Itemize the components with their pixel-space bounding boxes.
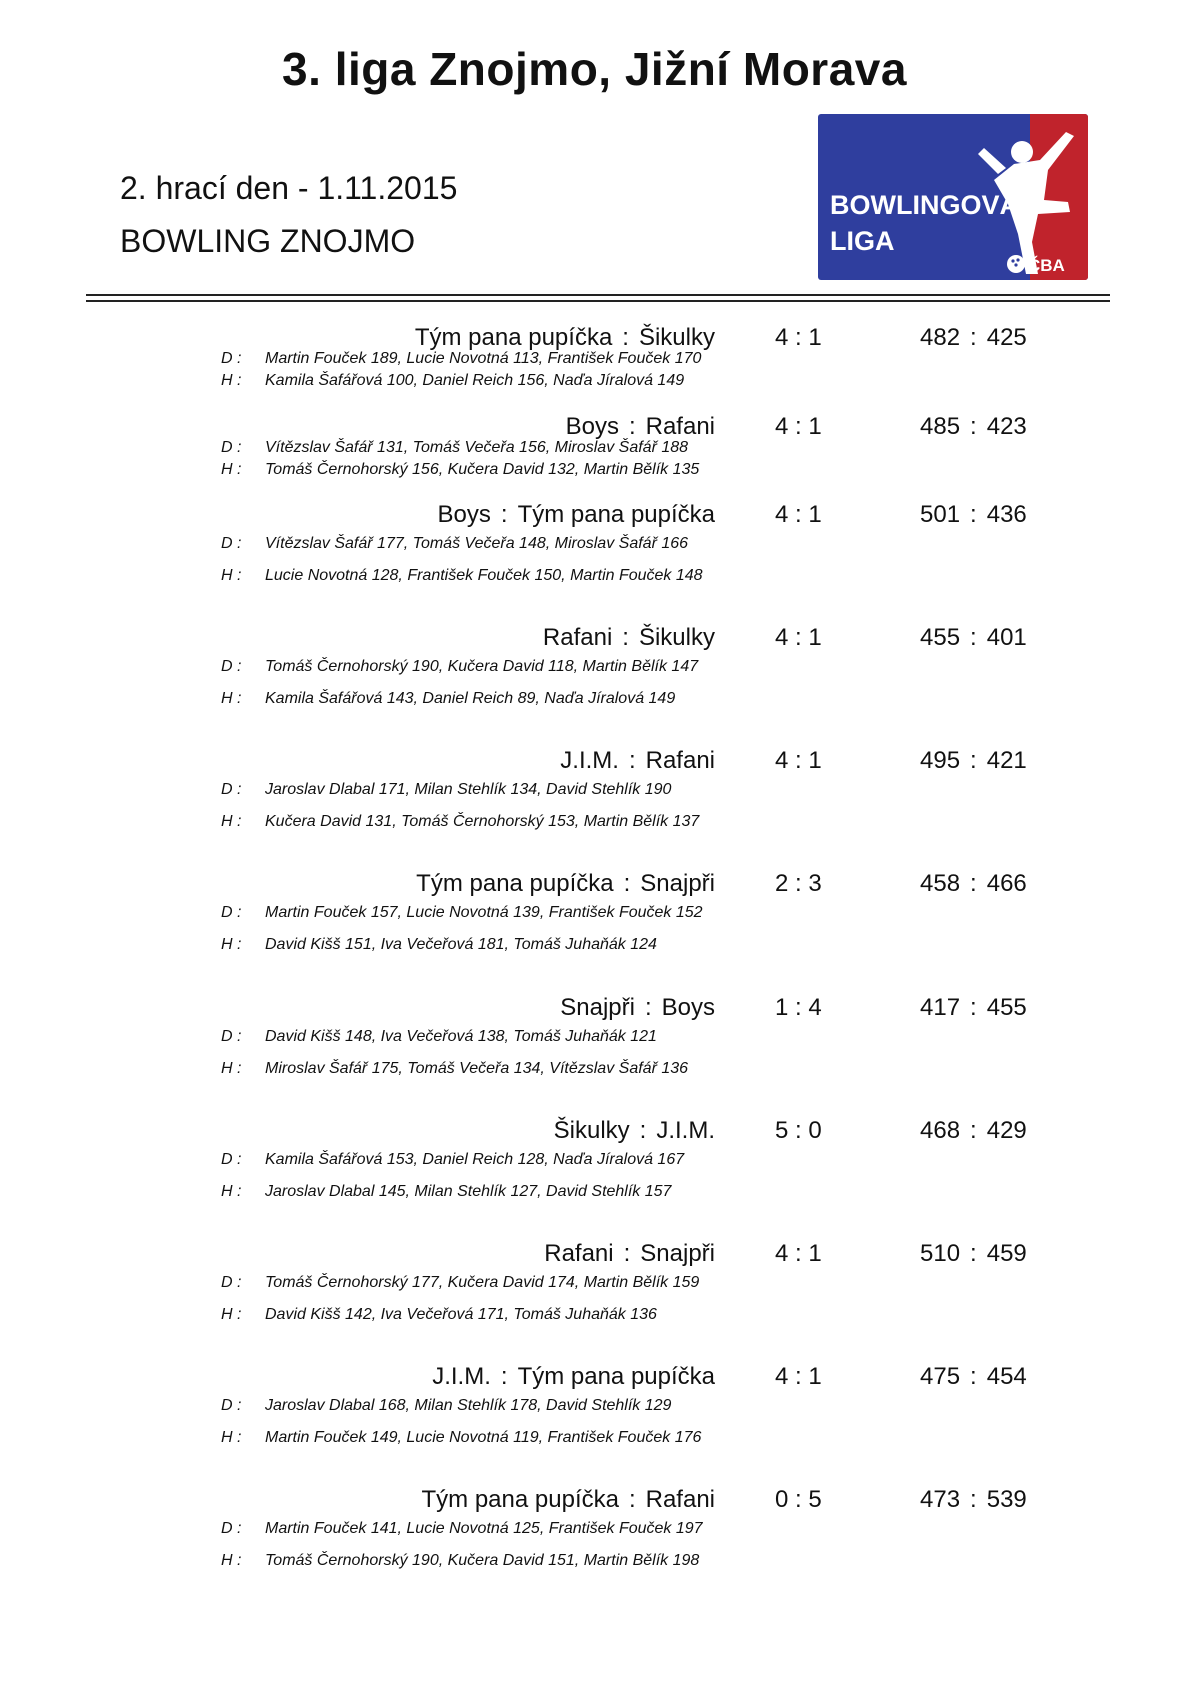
match-teams — [554, 1116, 715, 1146]
match-result: 4 : 1 — [775, 324, 822, 351]
home-label: D : — [221, 439, 242, 456]
pin-score — [920, 993, 1027, 1023]
match-teams — [544, 1239, 715, 1269]
match-teams — [416, 869, 715, 899]
header-divider-top — [86, 294, 1110, 296]
home-pins: 455 — [920, 624, 961, 651]
home-label: D : — [221, 1520, 242, 1537]
home-label: D : — [221, 1274, 242, 1291]
home-team: Rafani — [542, 624, 613, 651]
away-players: Kučera David 131, Tomáš Černohorský 153, Martin Bělík 137 — [265, 813, 700, 830]
score-separator: : — [970, 413, 977, 440]
score-separator: : — [970, 501, 977, 528]
teams-separator: : — [500, 501, 508, 528]
home-players: Martin Fouček 141, Lucie Novotná 125, František Fouček 197 — [265, 1520, 703, 1537]
match-result: 4 : 1 — [775, 1240, 822, 1267]
home-players: David Kišš 148, Iva Večeřová 138, Tomáš Juhaňák 121 — [265, 1028, 657, 1045]
match-result: 0 : 5 — [775, 1486, 822, 1513]
away-pins: 423 — [986, 413, 1027, 440]
home-players: Vítězslav Šafář 131, Tomáš Večeřa 156, Miroslav Šafář 188 — [265, 439, 689, 456]
pin-score — [920, 500, 1027, 530]
logo-text-line1: BOWLINGOVÁ — [830, 190, 1019, 220]
score-separator: : — [970, 624, 977, 651]
match-teams — [543, 623, 715, 653]
pin-score — [920, 1239, 1027, 1269]
home-label: D : — [221, 1151, 242, 1168]
score-separator: : — [970, 1363, 977, 1390]
home-pins: 417 — [920, 994, 961, 1021]
pin-score — [920, 1362, 1027, 1392]
away-label: H : — [221, 1183, 242, 1200]
home-players: Martin Fouček 189, Lucie Novotná 113, František Fouček 170 — [265, 350, 702, 367]
match-teams — [422, 1485, 715, 1515]
away-pins: 466 — [986, 870, 1027, 897]
home-pins: 468 — [920, 1117, 961, 1144]
pin-score — [920, 746, 1027, 776]
match-result: 4 : 1 — [775, 413, 822, 440]
home-team: Tým pana pupíčka — [414, 324, 613, 351]
away-label: H : — [221, 567, 242, 584]
home-players: Jaroslav Dlabal 171, Milan Stehlík 134, David Stehlík 190 — [265, 781, 672, 798]
away-label: H : — [221, 1429, 242, 1446]
away-pins: 459 — [986, 1240, 1027, 1267]
home-team: Boys — [565, 413, 619, 440]
away-pins: 421 — [986, 747, 1027, 774]
home-team: J.I.M. — [560, 747, 619, 774]
away-team: Tým pana pupíčka — [517, 1363, 715, 1390]
away-pins: 455 — [986, 994, 1027, 1021]
away-players: David Kišš 142, Iva Večeřová 171, Tomáš Juhaňák 136 — [265, 1306, 657, 1323]
away-team: Šikulky — [638, 324, 715, 351]
match-result: 5 : 0 — [775, 1117, 822, 1144]
home-team: Boys — [437, 501, 491, 528]
away-players: Lucie Novotná 128, František Fouček 150, Martin Fouček 148 — [265, 567, 703, 584]
score-separator: : — [970, 1117, 977, 1144]
away-team: Boys — [661, 994, 715, 1021]
away-team: Snajpři — [640, 870, 715, 897]
home-label: D : — [221, 1397, 242, 1414]
match-teams — [560, 746, 715, 776]
home-players: Jaroslav Dlabal 168, Milan Stehlík 178, David Stehlík 129 — [265, 1397, 672, 1414]
home-team: Rafani — [544, 1240, 614, 1267]
home-label: D : — [221, 781, 242, 798]
home-label: D : — [221, 1028, 242, 1045]
teams-separator: : — [622, 624, 629, 651]
home-pins: 458 — [920, 870, 961, 897]
home-pins: 495 — [920, 747, 961, 774]
away-label: H : — [221, 1306, 242, 1323]
teams-separator: : — [639, 1117, 647, 1144]
match-result: 4 : 1 — [775, 624, 822, 651]
away-label: H : — [221, 936, 242, 953]
match-result: 4 : 1 — [775, 747, 822, 774]
away-team: Rafani — [645, 747, 715, 774]
pin-score — [920, 1116, 1027, 1146]
match-result: 4 : 1 — [775, 501, 822, 528]
away-label: H : — [221, 813, 242, 830]
home-players: Martin Fouček 157, Lucie Novotná 139, František Fouček 152 — [265, 904, 703, 921]
match-teams — [560, 993, 715, 1023]
away-label: H : — [221, 690, 242, 707]
home-team: Šikulky — [553, 1117, 630, 1144]
away-label: H : — [221, 372, 242, 389]
home-team: Tým pana pupíčka — [421, 1486, 619, 1513]
home-label: D : — [221, 904, 242, 921]
away-pins: 425 — [986, 324, 1027, 351]
home-label: D : — [221, 535, 242, 552]
teams-separator: : — [623, 1240, 631, 1267]
home-pins: 501 — [920, 501, 961, 528]
score-separator: : — [970, 747, 977, 774]
away-pins: 454 — [986, 1363, 1027, 1390]
score-separator: : — [970, 870, 977, 897]
home-team: Snajpři — [560, 994, 635, 1021]
home-pins: 482 — [920, 324, 961, 351]
score-separator: : — [970, 324, 977, 351]
away-players: Jaroslav Dlabal 145, Milan Stehlík 127, David Stehlík 157 — [265, 1183, 672, 1200]
home-pins: 485 — [920, 413, 961, 440]
venue-name: BOWLING ZNOJMO — [120, 223, 416, 259]
teams-separator: : — [500, 1363, 508, 1390]
pin-score — [920, 323, 1027, 353]
header-divider-bottom — [86, 300, 1110, 302]
match-teams — [438, 500, 715, 530]
score-separator: : — [970, 1486, 977, 1513]
away-team: J.I.M. — [656, 1117, 715, 1144]
pin-score — [920, 412, 1027, 442]
away-pins: 539 — [986, 1486, 1027, 1513]
match-result: 2 : 3 — [775, 870, 822, 897]
home-pins: 510 — [920, 1240, 961, 1267]
pin-score — [920, 869, 1027, 899]
pin-score — [920, 1485, 1027, 1515]
home-team: Tým pana pupíčka — [416, 870, 614, 897]
away-team: Tým pana pupíčka — [517, 501, 715, 528]
away-team: Šikulky — [638, 624, 715, 651]
logo-text-line2: LIGA — [830, 226, 895, 256]
away-players: Kamila Šafářová 143, Daniel Reich 89, Naďa Jíralová 149 — [265, 690, 676, 707]
home-pins: 473 — [920, 1486, 961, 1513]
away-pins: 436 — [986, 501, 1027, 528]
away-label: H : — [221, 1060, 242, 1077]
score-separator: : — [970, 994, 977, 1021]
teams-separator: : — [628, 413, 636, 440]
match-teams — [432, 1362, 715, 1392]
home-players: Tomáš Černohorský 190, Kučera David 118, Martin Bělík 147 — [265, 658, 699, 675]
teams-separator: : — [628, 747, 636, 774]
page-title: 3. liga Znojmo, Jižní Morava — [282, 43, 907, 95]
pin-score — [920, 623, 1027, 653]
teams-separator: : — [623, 870, 631, 897]
away-label: H : — [221, 1552, 242, 1569]
away-pins: 429 — [986, 1117, 1027, 1144]
teams-separator: : — [622, 324, 629, 351]
score-separator: : — [970, 1240, 977, 1267]
teams-separator: : — [644, 994, 652, 1021]
away-players: David Kišš 151, Iva Večeřová 181, Tomáš Juhaňák 124 — [265, 936, 657, 953]
away-team: Rafani — [645, 1486, 715, 1513]
away-label: H : — [221, 461, 242, 478]
home-players: Vítězslav Šafář 177, Tomáš Večeřa 148, Miroslav Šafář 166 — [265, 535, 689, 552]
away-team: Snajpři — [640, 1240, 715, 1267]
home-players: Tomáš Černohorský 177, Kučera David 174, Martin Bělík 159 — [265, 1274, 700, 1291]
home-players: Kamila Šafářová 153, Daniel Reich 128, Naďa Jíralová 167 — [265, 1151, 685, 1168]
game-day: 2. hrací den - 1.11.2015 — [120, 170, 458, 206]
match-result: 1 : 4 — [775, 994, 822, 1021]
away-players: Martin Fouček 149, Lucie Novotná 119, František Fouček 176 — [265, 1429, 702, 1446]
away-pins: 401 — [986, 624, 1027, 651]
logo-badge-text: ČBA — [1028, 256, 1065, 275]
teams-separator: : — [628, 1486, 636, 1513]
home-team: J.I.M. — [432, 1363, 491, 1390]
bowling-league-logo — [818, 114, 1088, 280]
away-players: Tomáš Černohorský 190, Kučera David 151, Martin Bělík 198 — [265, 1552, 700, 1569]
home-label: D : — [221, 658, 242, 675]
match-result: 4 : 1 — [775, 1363, 822, 1390]
away-players: Miroslav Šafář 175, Tomáš Večeřa 134, Vítězslav Šafář 136 — [265, 1060, 689, 1077]
away-players: Tomáš Černohorský 156, Kučera David 132, Martin Bělík 135 — [265, 461, 700, 478]
home-label: D : — [221, 350, 242, 367]
away-team: Rafani — [645, 413, 715, 440]
away-players: Kamila Šafářová 100, Daniel Reich 156, Naďa Jíralová 149 — [265, 372, 685, 389]
home-pins: 475 — [920, 1363, 961, 1390]
